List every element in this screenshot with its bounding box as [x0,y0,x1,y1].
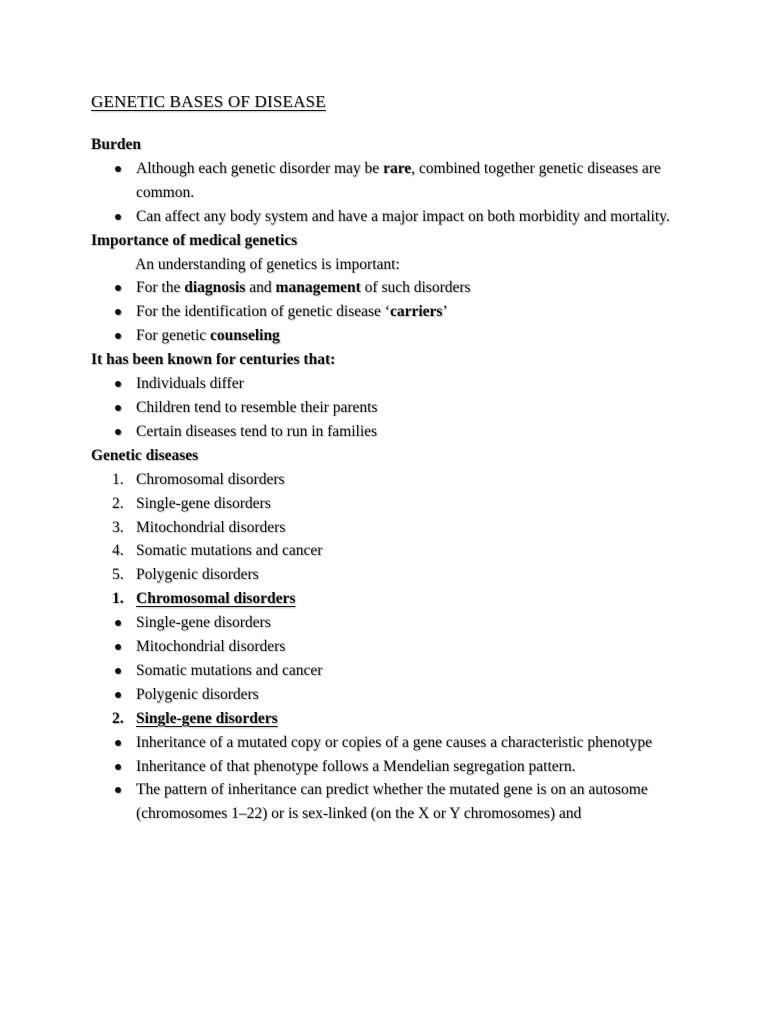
list-item: Mitochondrial disorders [91,635,691,659]
list-item: 2. Single-gene disorders [91,492,691,516]
list-item: 4. Somatic mutations and cancer [91,539,691,563]
section-heading-single-gene: 2. Single-gene disorders [91,707,691,731]
list-item: 1. Chromosomal disorders [91,468,691,492]
bullet-icon [115,787,121,793]
bullet-icon [115,309,121,315]
list-item: For genetic counseling [91,324,691,348]
single-gene-list [91,731,691,827]
importance-intro: An understanding of genetics is important: [135,255,400,273]
list-item: Inheritance of a mutated copy or copies of a gene causes a characteristic phenotype [91,731,691,755]
list-number: 1. [112,590,124,608]
list-item: For the diagnosis and management of such disorders [91,276,691,300]
list-item: Single-gene disorders [91,611,691,635]
section-heading-importance: Importance of medical genetics [91,231,298,249]
bullet-icon [115,285,121,291]
bullet-icon [115,166,121,172]
bullet-icon [115,620,121,626]
bullet-icon [115,405,121,411]
list-number: 1. [112,470,124,488]
list-item: Can affect any body system and have a major impact on both morbidity and mortality. [91,205,691,229]
list-number: 3. [112,518,124,536]
importance-list [91,276,691,348]
list-item: 5. Polygenic disorders [91,563,691,587]
burden-list [91,157,691,229]
genetic-diseases-list [91,468,691,588]
bullet-icon [115,381,121,387]
document-body [91,133,691,826]
known-list [91,372,691,444]
bullet-icon [115,644,121,650]
list-item: Inheritance of that phenotype follows a Mendelian segregation pattern. [91,755,691,779]
list-item: Polygenic disorders [91,683,691,707]
bullet-icon [115,333,121,339]
section-heading-genetic-diseases: Genetic diseases [91,446,199,464]
bullet-icon [115,692,121,698]
list-number: 4. [112,542,124,560]
list-number: 5. [112,566,124,584]
chromosomal-list [91,611,691,707]
list-item: Children tend to resemble their parents [91,396,691,420]
bullet-icon [115,740,121,746]
list-item: Certain diseases tend to run in families [91,420,691,444]
list-item: Although each genetic disorder may be rare, combined together genetic diseases are common. [91,157,691,205]
list-item: Somatic mutations and cancer [91,659,691,683]
section-heading-known: It has been known for centuries that: [91,351,336,369]
list-item: The pattern of inheritance can predict whether the mutated gene is on an autosome (chromosomes 1–22) or is sex-linked (on the X or Y chromosomes) and [91,778,691,826]
list-number: 2. [112,709,124,727]
section-heading-chromosomal: 1. Chromosomal disorders [91,587,691,611]
list-item: Individuals differ [91,372,691,396]
section-heading-burden: Burden [91,136,141,153]
bullet-icon [115,214,121,220]
document-title: GENETIC BASES OF DISEASE [91,92,326,111]
list-item: 3. Mitochondrial disorders [91,516,691,540]
bullet-icon [115,668,121,674]
list-item: For the identification of genetic disease ‘carriers’ [91,300,691,324]
bullet-icon [115,764,121,770]
list-number: 2. [112,494,124,512]
bullet-icon [115,429,121,435]
